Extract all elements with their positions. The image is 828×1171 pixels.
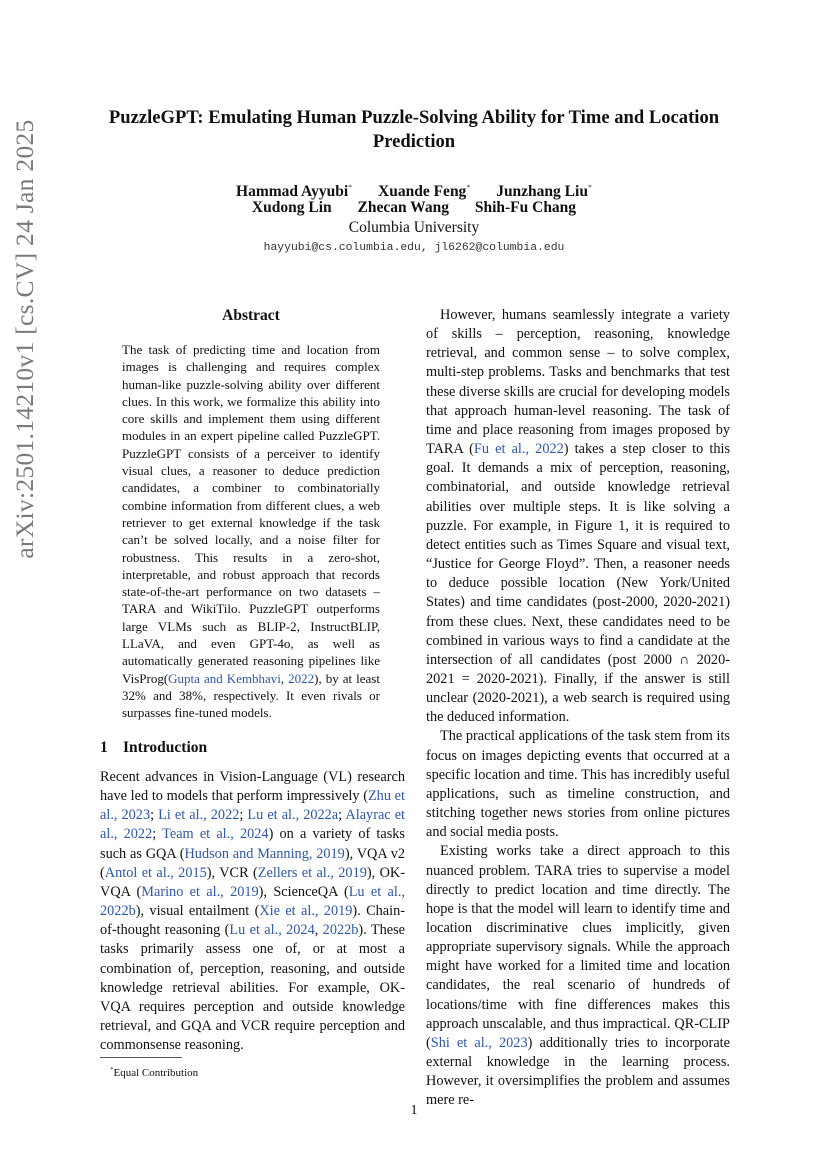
equal-contribution-mark: *: [587, 183, 592, 192]
body-paragraph: [426, 842, 730, 1110]
footnote-divider: [100, 1057, 182, 1058]
equal-contribution-mark: *: [466, 183, 471, 192]
paragraph-text: ) takes a step closer to this goal. It demands a mix of perception, reasoning, combinatorial, and outside knowledge retrieval abilities over multiple steps. It is like solving a puzzle. For example, in Figure 1, it is required to detect entities such as Times Square and visual text, “Justice for George Floyd”. Then, a reasoner needs to deduce possible location (New York/United States) and time candidates (post-2000, 2020-2021) from these clues. Next, these candidates need to be combined in various ways to find a candidate at the intersection of all candidates (post 2000 ∩ 2020-2021 = 2020-2021). Finally, if the answer is still unclear (2020-2021), a web search is required using the deduced information.: [426, 441, 731, 726]
paragraph-text: ,: [314, 922, 323, 939]
citation-link[interactable]: Gupta and Kembhavi: [168, 670, 281, 686]
paragraph-text: ;: [152, 826, 163, 843]
paragraph-text: ,: [280, 670, 289, 686]
paragraph-text: ), OK-VQA (: [100, 864, 405, 900]
footnote-text: Equal Contribution: [113, 1067, 199, 1079]
equal-contribution-mark: *: [348, 183, 353, 192]
arxiv-stamp: [10, 89, 40, 589]
right-column-text: [426, 306, 730, 1111]
citation-link[interactable]: Lu et al., 2022b: [100, 883, 405, 920]
author-list-line-2: [100, 198, 728, 218]
citation-link[interactable]: Li et al., 2022: [158, 807, 240, 824]
paragraph-text: ). Chain-of-thought reasoning (: [100, 903, 405, 939]
paragraph-text: The task of predicting time and location from images is challenging and requires complex human-like puzzle-solving ability over different clues. In this work, we formalize this ability into core skills and implement them using different modules in an expert pipeline called PuzzleGPT. PuzzleGPT consists of a perceiver to identify visual clues, a reasoner to deduce prediction candidates, a combiner to combinatorially combine information from different clues, a web retriever to get external knowledge if the task can’t be solved locally, and a noise filter for robustness. This results in a zero-shot, interpretable, and robust approach that records state-of-the-art performance on two datasets – TARA and WikiTilo. PuzzleGPT outperforms large VLMs such as BLIP-2, InstructBLIP, LLaVA, and even GPT-4o, as well as automatically generated reasoning pipelines like VisProg(: [122, 342, 380, 686]
citation-link[interactable]: 2022b: [322, 922, 359, 939]
paragraph-text: ), VCR (: [206, 864, 258, 881]
paragraph-text: ), visual entailment (: [135, 903, 260, 920]
affiliation: Columbia University: [348, 219, 480, 236]
paragraph-text: ), by at least 32% and 38%, respectively. It even rivals or surpasses fine-tuned models.: [122, 670, 380, 721]
body-paragraph: [426, 727, 730, 842]
page-number: 1: [410, 1103, 418, 1118]
paper-title: PuzzleGPT: Emulating Human Puzzle-Solving Ability for Time and Location Prediction: [108, 107, 720, 152]
section-title: Introduction: [123, 739, 208, 756]
author-name: Xuande Feng*: [378, 183, 471, 200]
citation-link[interactable]: Xie et al., 2019: [259, 903, 353, 920]
author-name: Xudong Lin: [251, 199, 332, 216]
footnote-mark: *: [110, 1066, 114, 1074]
citation-link[interactable]: Shi et al., 2023: [430, 1034, 528, 1051]
paragraph-text: ) additionally tries to incorporate external knowledge in the learning process. However, it oversimplifies the problem and assumes mere re-: [426, 1034, 730, 1109]
author-emails: hayyubi@cs.columbia.edu, jl6262@columbia.edu: [263, 242, 565, 254]
paragraph-text: However, humans seamlessly integrate a variety of skills – perception, reasoning, knowledge retrieval, and common sense – to solve complex, multi-step problems. Tasks and benchmarks that test these diverse skills are crucial for developing models that approach human-level reasoning. The task of time and place reasoning from images proposed by TARA (: [426, 307, 730, 458]
arxiv-identifier: arXiv:2501.14210v1 [cs.CV] 24 Jan 2025: [10, 119, 39, 559]
paragraph-text: ;: [239, 807, 248, 824]
author-name: Zhecan Wang: [357, 199, 449, 216]
author-name: Junzhang Liu*: [496, 183, 592, 200]
citation-link[interactable]: Zellers et al., 2019: [257, 864, 367, 881]
citation-link[interactable]: Lu et al., 2024: [229, 922, 315, 939]
section-number: 1: [100, 739, 108, 756]
introduction-paragraph: [100, 768, 405, 1055]
citation-link[interactable]: Zhu et al., 2023: [100, 788, 405, 824]
footnote: [110, 1063, 198, 1080]
citation-link[interactable]: 2022: [288, 670, 315, 686]
paragraph-text: ;: [150, 807, 159, 824]
author-name: Shih-Fu Chang: [474, 199, 577, 216]
paragraph-text: Existing works take a direct approach to this nuanced problem. TARA tries to supervise a model directly to predict location and time directly. The hope is that the model will learn to identify time and location discriminative clues implicitly, given appropriate supervisory signals. While the approach might have worked for a limited time and location candidates, the real scenario of hundreds of locations/time with fine differences makes this approach unscalable, and thus impractical. QR-CLIP (: [426, 843, 730, 1051]
citation-link[interactable]: Fu et al., 2022: [473, 441, 564, 458]
paragraph-text: The practical applications of the task stem from its focus on images depicting events that occurred at a specific location and time. This has incredibly useful applications, such as timeline construction, and stitching together news stories from online pictures and social media posts.: [426, 728, 730, 841]
citation-link[interactable]: Hudson and Manning, 2019: [184, 845, 345, 862]
citation-link[interactable]: Team et al., 2024: [162, 826, 269, 843]
abstract-body: [122, 341, 380, 722]
author-name: Hammad Ayyubi*: [236, 183, 353, 200]
paragraph-text: ;: [338, 807, 346, 824]
paragraph-text: ), ScienceQA (: [258, 883, 349, 900]
body-paragraph: [426, 306, 730, 727]
paragraph-text: ) on a variety of tasks such as GQA (: [100, 826, 405, 862]
citation-link[interactable]: Alayrac et al., 2022: [100, 807, 406, 843]
citation-link[interactable]: Antol et al., 2015: [104, 864, 207, 881]
paragraph-text: ), VQA v2 (: [100, 845, 405, 881]
citation-link[interactable]: Marino et al., 2019: [141, 883, 259, 900]
paragraph-text: Recent advances in Vision-Language (VL) research have led to models that perform impressively (: [100, 769, 405, 805]
section-heading-introduction: [100, 738, 405, 758]
abstract-heading: Abstract: [222, 307, 280, 324]
citation-link[interactable]: Lu et al., 2022a: [247, 807, 339, 824]
paragraph-text: ). These tasks primarily assess one of, or at most a combination of, perception, reasoning, and outside knowledge retrieval abilities. For example, OK-VQA requires perception and outside knowledge retrieval, and GQA and VCR require perception and commonsense reasoning.: [100, 922, 405, 1054]
